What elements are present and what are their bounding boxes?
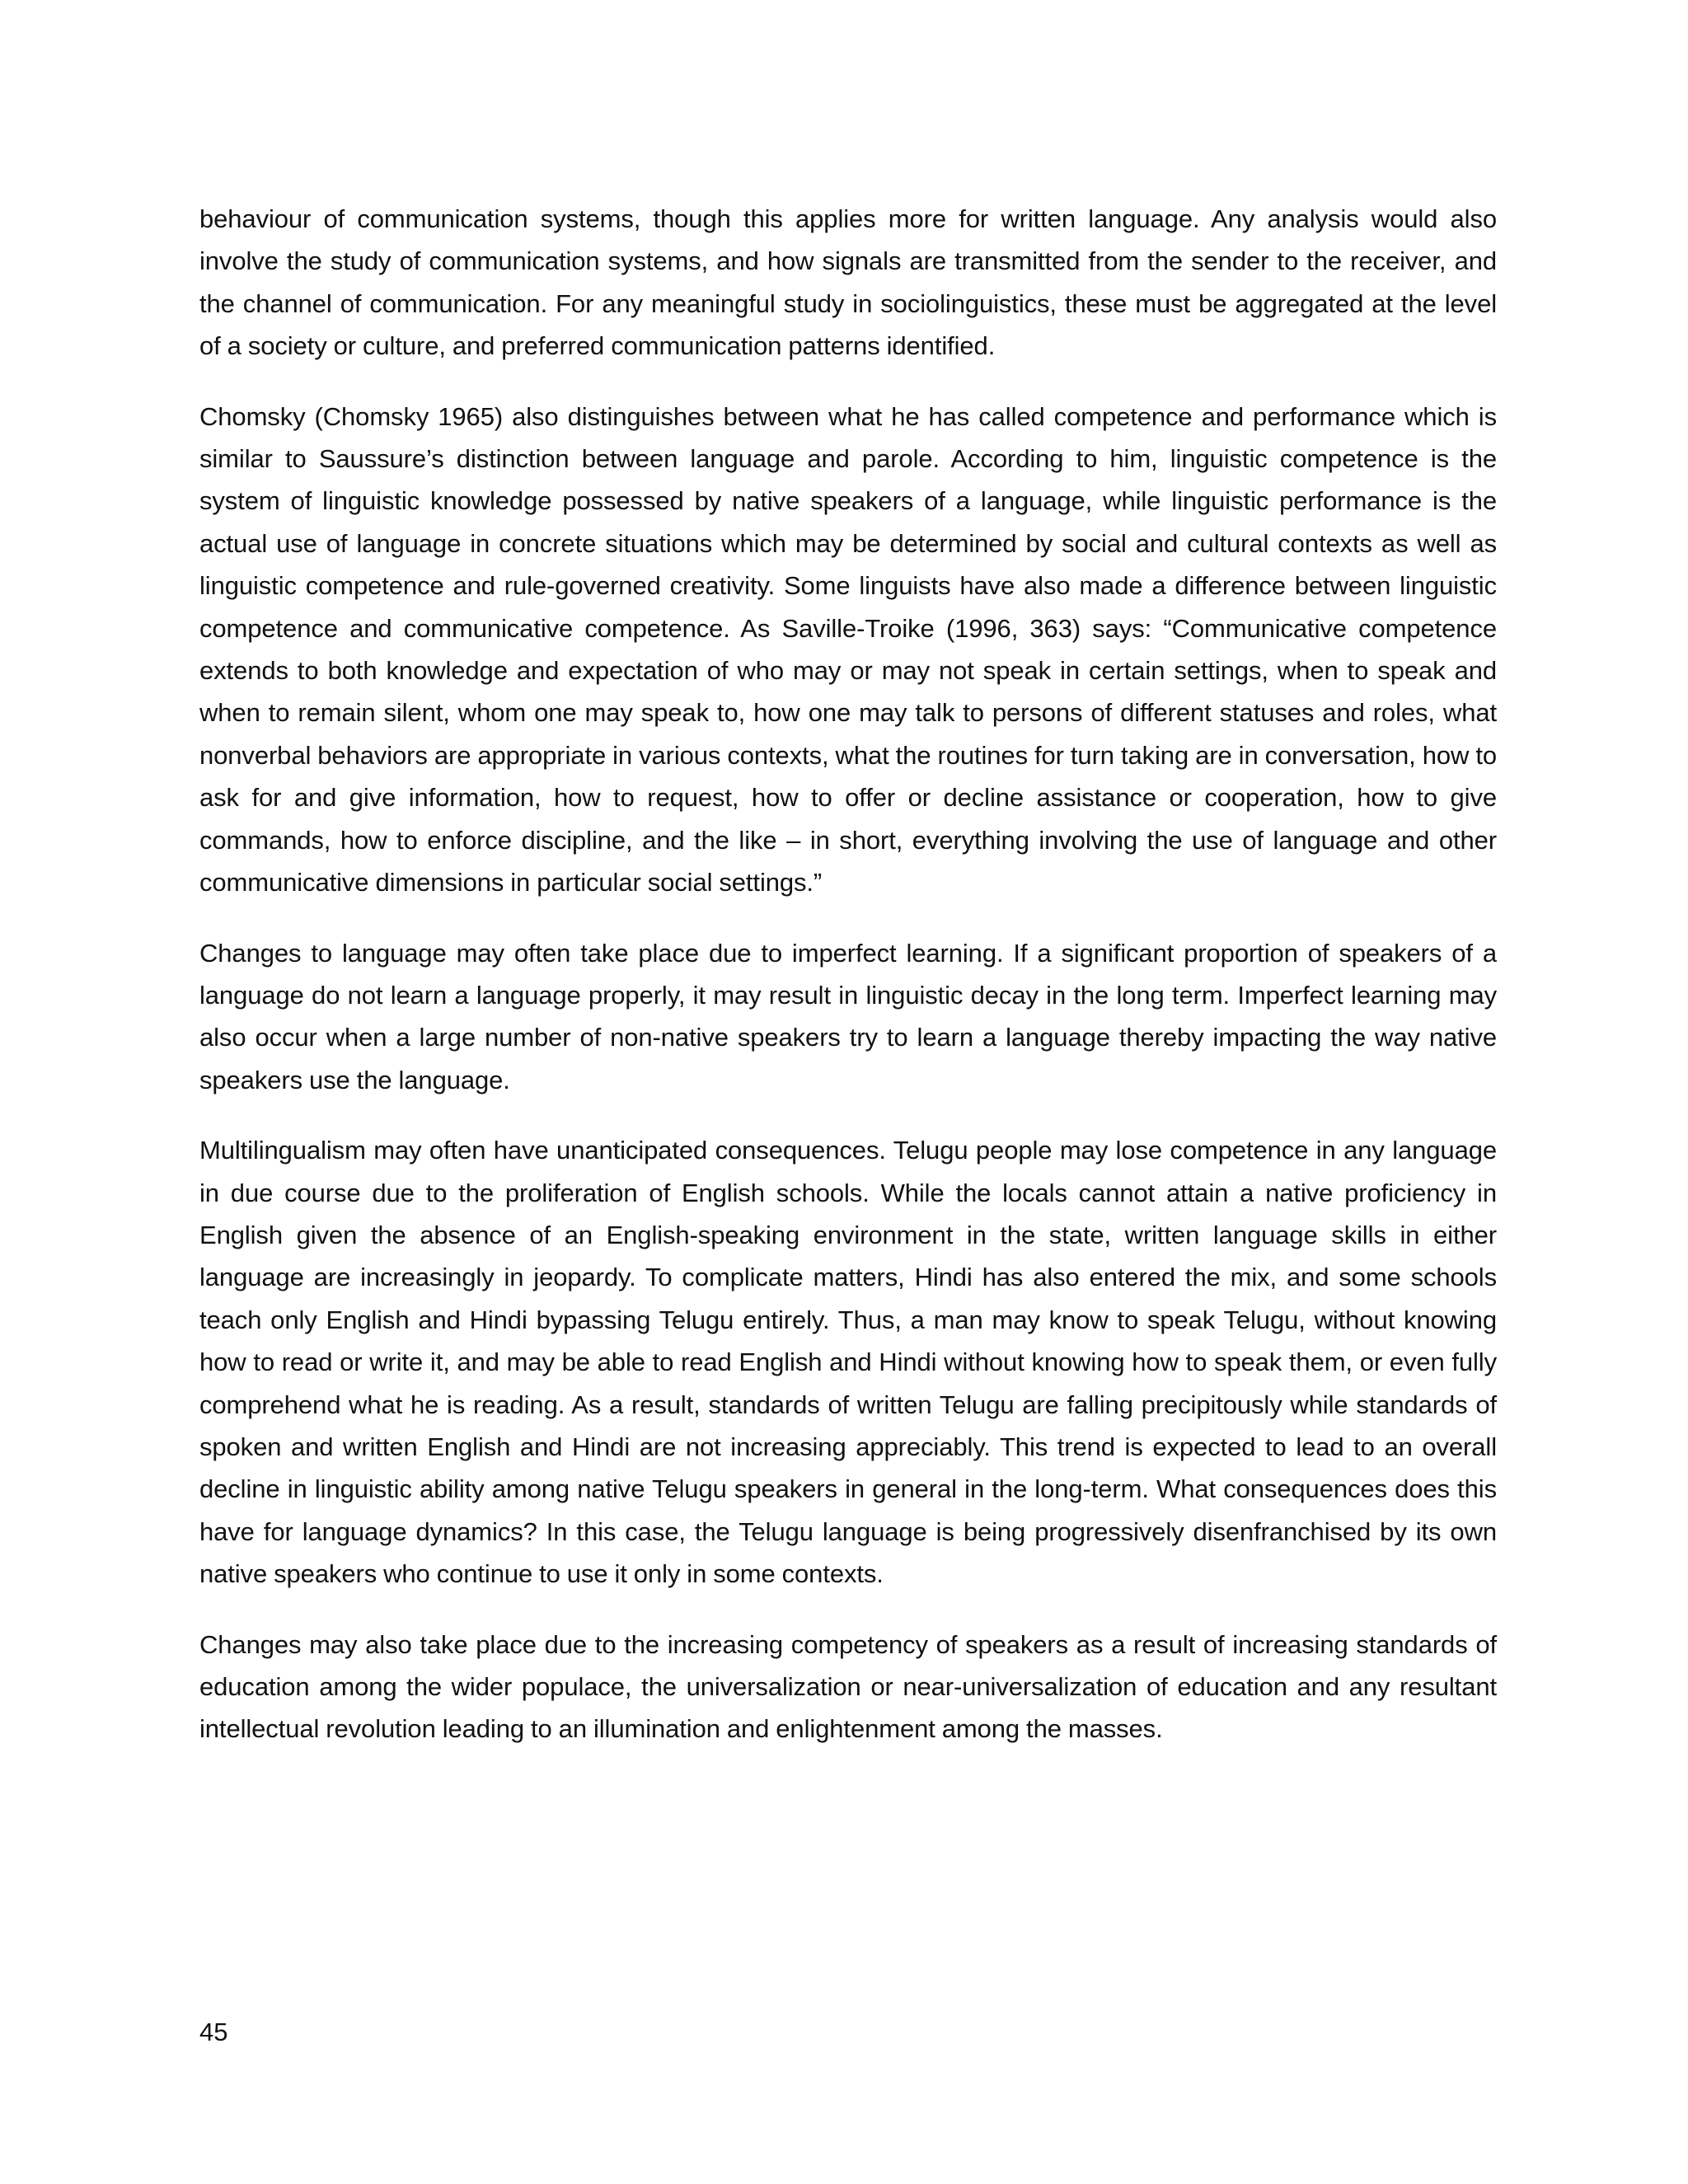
paragraph-multilingualism: Multilingualism may often have unanticipated consequences. Telugu people may lose competence in any language in due course due to the proliferation of English schools. While the locals cannot attain a native proficiency in English given the absence of an English-speaking environment in the state, written language skills in either language are increasingly in jeopardy. To complicate matters, Hindi has also entered the mix, and some schools teach only English and Hindi bypassing Telugu entirely. Thus, a man may know to speak Telugu, without knowing how to read or write it, and may be able to read English and Hindi without knowing how to speak them, or even fully comprehend what he is reading. As a result, standards of written Telugu are falling precipitously while standards of spoken and written English and Hindi are not increasing appreciably. This trend is expected to lead to an overall decline in linguistic ability among native Telugu speakers in general in the long-term. What consequences does this have for language dynamics? In this case, the Telugu language is being progressively disenfranchised by its own native speakers who continue to use it only in some contexts. — [199, 1136, 1497, 1589]
paragraph-communication-systems: behaviour of communication systems, though this applies more for written language. Any analysis would also involve the study of communication systems, and how signals are transmitted from the sender to the receiver, and the channel of communication. For any meaningful study in sociolinguistics, these must be aggregated at the level of a society or culture, and preferred communication patterns identified. — [199, 204, 1497, 361]
paragraph-education-competency: Changes may also take place due to the increasing competency of speakers as a result of increasing standards of education among the wider populace, the universalization or near-universalization of education and any resultant intellectual revolution leading to an illumination and enlightenment among the masses. — [199, 1629, 1497, 1744]
paragraph-imperfect-learning: Changes to language may often take place due to imperfect learning. If a significant proportion of speakers of a language do not learn a language properly, it may result in linguistic decay in the long term. Imperfect learning may also occur when a large number of non-native speakers try to learn a language thereby impacting the way native speakers use the language. — [199, 938, 1497, 1094]
paragraph-chomsky-competence: Chomsky (Chomsky 1965) also distinguishes between what he has called competence and performance which is similar to Saussure’s distinction between language and parole. According to him, linguistic competence is the system of linguistic knowledge possessed by native speakers of a language, while linguistic performance is the actual use of language in concrete situations which may be determined by social and cultural contexts as well as linguistic competence and rule-governed creativity. Some linguists have also made a difference between linguistic competence and communicative competence. As Saville-Troike (1996, 363) says: “Communicative competence extends to both knowledge and expectation of who may or may not speak in certain settings, when to speak and when to remain silent, whom one may speak to, how one may talk to persons of different statuses and roles, what nonverbal behaviors are appropriate in various contexts, what the routines for turn taking are in conversation, how to ask for and give information, how to request, how to offer or decline assistance or cooperation, how to give commands, how to enforce discipline, and the like – in short, everything involving the use of language and other communicative dimensions in particular social settings.” — [199, 401, 1497, 898]
body-text — [199, 198, 1497, 1779]
page-number: 45 — [199, 2018, 228, 2046]
